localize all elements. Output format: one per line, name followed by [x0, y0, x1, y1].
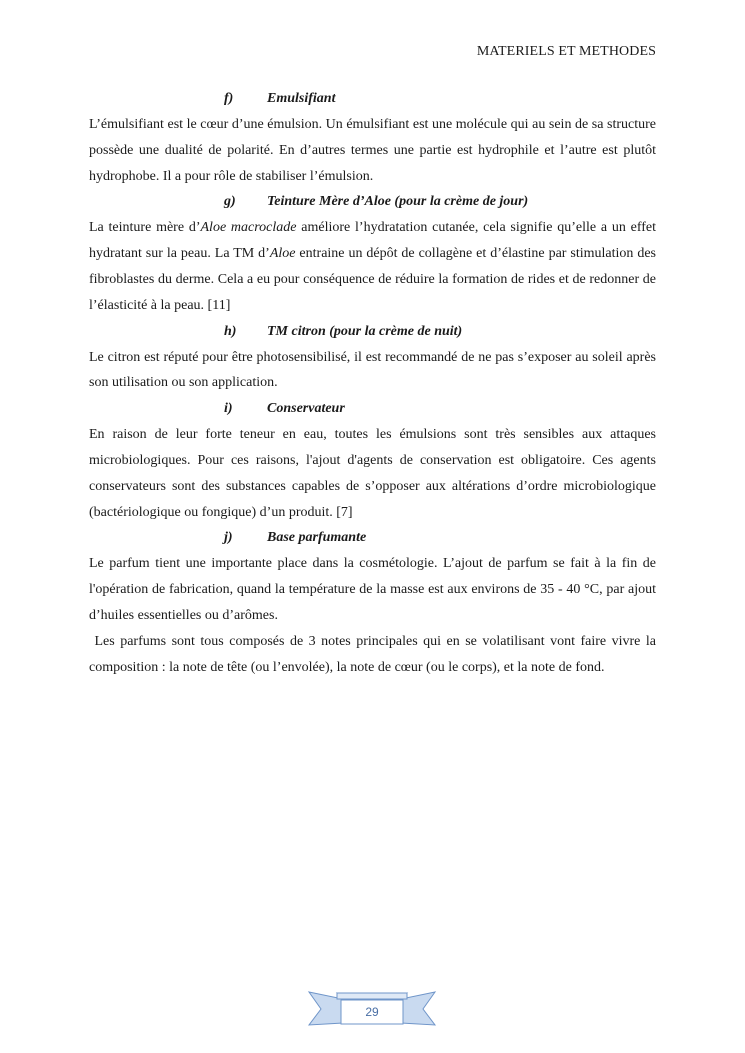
running-header: MATERIELS ET METHODES — [476, 44, 656, 59]
section-marker: f) — [224, 91, 234, 106]
section-title: Emulsifiant — [267, 91, 336, 106]
paragraph-notes-parfum: Les parfums sont tous composés de 3 notes principales qui en se volatilisant vont faire vivre la composition : la note de tête (ou l’envolée), la note de cœur (ou le corps), et la note de fond. — [89, 633, 660, 675]
section-title: Base parfumante — [267, 530, 367, 546]
section-heading-tm-citron — [89, 319, 656, 345]
banner-top-band — [337, 993, 407, 999]
section-heading-conservateur — [89, 396, 656, 422]
section-heading-teinture-mere-aloe — [89, 189, 656, 215]
paragraph-conservateur: En raison de leur forte teneur en eau, toutes les émulsions sont très sensibles aux attaques microbiologiques. Pour ces raisons, l'ajout d'agents de conservation est obligatoire. Ces agents conservateurs sont des substances capables de s’opposer aux altérations d’ordre microbiologique (bactériologique ou fongique) d’un produit. [7] — [89, 427, 656, 520]
body-text — [89, 86, 660, 680]
section-marker: j) — [224, 530, 233, 546]
text-run: entraine un dépôt de collagène et d’élastine par stimulation des fibroblastes du derme. Cela a eu pour conséquence de réduire la formation de rides et de redonner de l’élasticité à la peau. [11] — [89, 246, 656, 313]
species-name: Aloe macroclade — [200, 220, 297, 236]
paragraph-emulsifiant: L’émulsifiant est le cœur d’une émulsion. Un émulsifiant est une molécule qui au sein de sa structure possède une dualité de polarité. En d’autres termes une partie est hydrophile et l’autre est plutôt hydrophobe. Il a pour rôle de stabiliser l’émulsion. — [89, 117, 656, 184]
section-title: Conservateur — [267, 401, 345, 417]
paragraph-teinture-mere-aloe — [89, 215, 656, 318]
section-title: Teinture Mère d’Aloe (pour la crème de jour) — [267, 194, 529, 210]
genus-name: Aloe — [269, 246, 296, 262]
section-marker: h) — [224, 323, 237, 339]
paragraph-tm-citron: Le citron est réputé pour être photosensibilisé, il est recommandé de ne pas s’exposer au soleil après son utilisation ou son application. — [89, 349, 656, 391]
page-number: 29 — [365, 1005, 379, 1019]
section-marker: g) — [224, 194, 236, 210]
section-marker: i) — [224, 401, 233, 417]
section-heading-emulsifiant — [89, 86, 656, 112]
paragraph-base-parfumante: Le parfum tient une importante place dans la cosmétologie. L’ajout de parfum se fait à la fin de l'opération de fabrication, quand la température de la masse est aux environs de 35 - 40 °C, par ajout d’huiles essentielles ou d’arômes. — [89, 556, 656, 623]
text-run: améliore l’hydratation cutanée, cela signifie qu’elle a un effet hydratant sur la peau. La TM d’ — [89, 220, 656, 262]
section-title: TM citron (pour la crème de nuit) — [267, 323, 463, 339]
section-heading-base-parfumante — [89, 525, 656, 551]
text-run: La teinture mère d’ — [89, 220, 201, 236]
